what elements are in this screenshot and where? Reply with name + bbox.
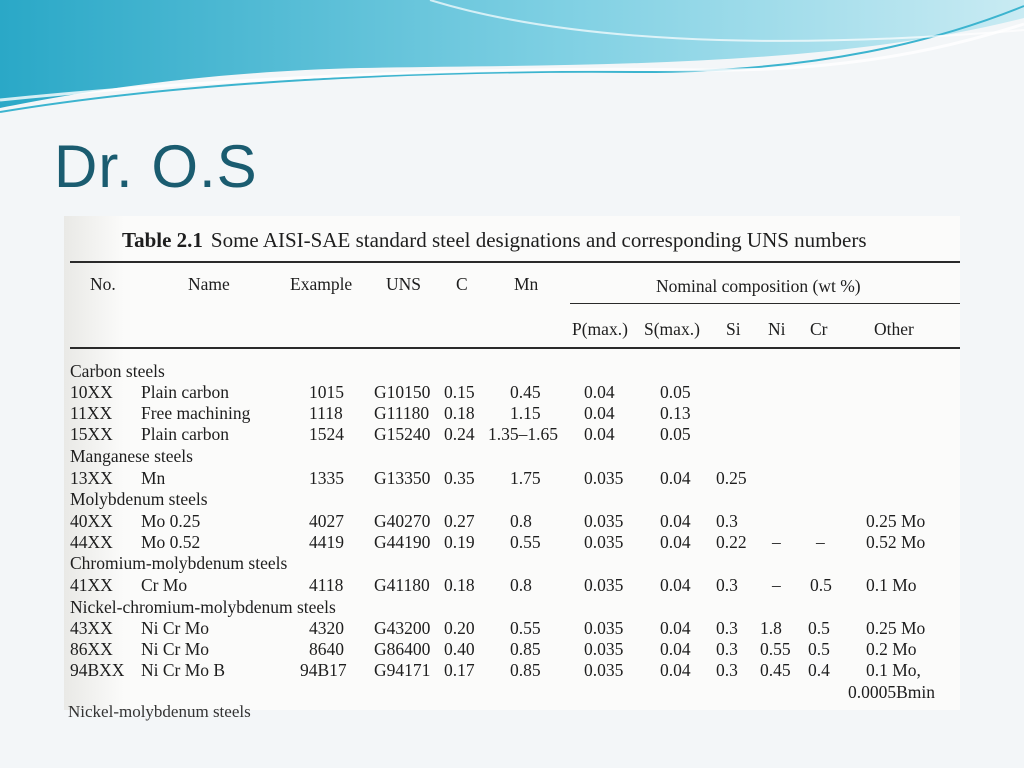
cell-s: 0.13	[660, 403, 691, 423]
cell-ni: 0.55	[760, 639, 791, 659]
header-cr: Cr	[810, 319, 828, 339]
table-row	[64, 618, 960, 639]
cell-p: 0.04	[584, 403, 615, 423]
cell-uns: G44190	[374, 532, 431, 552]
cell-other-line2: 0.0005Bmin	[848, 682, 936, 702]
cell-name: Ni Cr Mo	[141, 639, 210, 659]
cell-p: 0.035	[584, 660, 624, 680]
cell-other: 0.1 Mo	[866, 575, 917, 595]
cell-ni: 0.45	[760, 660, 791, 680]
nominal-composition-rule	[570, 303, 960, 304]
cell-s: 0.04	[660, 660, 691, 680]
cell-p: 0.04	[584, 382, 615, 402]
cell-si: 0.3	[716, 618, 738, 638]
cell-mn: 0.85	[510, 660, 541, 680]
cell-p: 0.035	[584, 532, 624, 552]
cell-example: 4419	[309, 532, 344, 552]
cell-name: Ni Cr Mo B	[141, 660, 226, 680]
cell-no: 15XX	[70, 424, 113, 444]
cell-si: 0.25	[716, 468, 747, 488]
cell-c: 0.18	[444, 575, 475, 595]
cell-example: 1335	[309, 468, 344, 488]
table-row	[64, 403, 960, 424]
cell-mn: 0.85	[510, 639, 541, 659]
cell-example: 94B17	[300, 660, 347, 680]
table-row	[64, 660, 960, 702]
cell-p: 0.035	[584, 575, 624, 595]
cell-example: 4118	[309, 575, 344, 595]
table-top-rule	[70, 261, 960, 263]
cell-c: 0.24	[444, 424, 475, 444]
cell-ni: 1.8	[760, 618, 782, 638]
cell-mn: 0.8	[510, 575, 532, 595]
table-row	[64, 532, 960, 553]
header-s-max: S(max.)	[644, 319, 700, 339]
cell-other: 0.1 Mo,	[866, 660, 921, 680]
cell-uns: G13350	[374, 468, 431, 488]
table-row	[64, 382, 960, 403]
cell-no: 44XX	[70, 532, 113, 552]
cell-c: 0.15	[444, 382, 475, 402]
cell-c: 0.35	[444, 468, 475, 488]
table-caption-text: Some AISI-SAE standard steel designations and corresponding UNS numbers	[210, 228, 867, 252]
cell-mn: 0.45	[510, 382, 541, 402]
cell-no: 13XX	[70, 468, 113, 488]
header-other: Other	[874, 319, 914, 339]
cell-c: 0.18	[444, 403, 475, 423]
header-example: Example	[290, 274, 353, 294]
cut-off-group-label: Nickel-molybdenum steels	[68, 702, 251, 721]
cell-example: 1118	[309, 403, 343, 423]
cell-uns: G94171	[374, 660, 431, 680]
scanned-table-image	[64, 216, 960, 721]
cell-s: 0.04	[660, 468, 691, 488]
table-row	[64, 575, 960, 596]
group-label: Carbon steels	[70, 361, 165, 381]
cell-uns: G10150	[374, 382, 431, 402]
cell-example: 1015	[309, 382, 344, 402]
cell-name: Plain carbon	[141, 424, 229, 444]
cell-uns: G15240	[374, 424, 431, 444]
cell-mn: 1.75	[510, 468, 541, 488]
cell-other: 0.52 Mo	[866, 532, 926, 552]
cell-mn: 1.35–1.65	[488, 424, 558, 444]
cell-name: Mn	[141, 468, 166, 488]
cell-s: 0.05	[660, 382, 691, 402]
cell-mn: 0.55	[510, 618, 541, 638]
cell-no: 86XX	[70, 639, 113, 659]
table-row	[64, 468, 960, 489]
header-no: No.	[90, 274, 116, 294]
cell-p: 0.035	[584, 511, 624, 531]
cell-c: 0.17	[444, 660, 475, 680]
cell-si: 0.3	[716, 660, 738, 680]
table-row	[64, 424, 960, 445]
cell-no: 11XX	[70, 403, 113, 423]
cell-no: 40XX	[70, 511, 113, 531]
cell-cr: 0.4	[808, 660, 830, 680]
cell-example: 4027	[309, 511, 344, 531]
cell-mn: 0.55	[510, 532, 541, 552]
header-bottom-rule	[70, 347, 960, 349]
cell-ni: –	[772, 575, 781, 595]
cell-c: 0.19	[444, 532, 475, 552]
group-label: Molybdenum steels	[70, 489, 208, 509]
cell-si: 0.3	[716, 639, 738, 659]
group-label: Manganese steels	[70, 446, 193, 466]
cell-other: 0.2 Mo	[866, 639, 917, 659]
cell-name: Cr Mo	[141, 575, 188, 595]
cell-no: 10XX	[70, 382, 113, 402]
cell-no: 41XX	[70, 575, 113, 595]
cell-name: Mo 0.52	[141, 532, 201, 552]
cell-no: 94BXX	[70, 660, 125, 680]
header-wave-decoration	[0, 0, 1024, 120]
table-caption-number: Table 2.1	[122, 228, 203, 252]
table-caption	[122, 228, 867, 253]
cell-c: 0.27	[444, 511, 475, 531]
cell-p: 0.035	[584, 468, 624, 488]
header-si: Si	[726, 319, 741, 339]
cell-uns: G41180	[374, 575, 430, 595]
cell-cr: 0.5	[808, 639, 830, 659]
group-label: Chromium-molybdenum steels	[70, 553, 288, 573]
cell-si: 0.3	[716, 511, 738, 531]
cell-s: 0.04	[660, 532, 691, 552]
header-nominal-composition: Nominal composition (wt %)	[656, 276, 861, 296]
cell-uns: G40270	[374, 511, 431, 531]
cell-example: 1524	[309, 424, 344, 444]
cell-cr: 0.5	[810, 575, 832, 595]
cell-c: 0.20	[444, 618, 475, 638]
header-ni: Ni	[768, 319, 786, 339]
cell-no: 43XX	[70, 618, 113, 638]
cell-uns: G11180	[374, 403, 430, 423]
header-uns: UNS	[386, 274, 422, 294]
cell-si: 0.3	[716, 575, 738, 595]
cell-cr: –	[816, 532, 825, 552]
cell-uns: G86400	[374, 639, 431, 659]
cell-c: 0.40	[444, 639, 475, 659]
cell-mn: 1.15	[510, 403, 541, 423]
cell-other: 0.25 Mo	[866, 618, 926, 638]
cell-s: 0.04	[660, 511, 691, 531]
cell-ni: –	[772, 532, 781, 552]
cell-si: 0.22	[716, 532, 747, 552]
cell-p: 0.035	[584, 639, 624, 659]
cell-mn: 0.8	[510, 511, 532, 531]
cell-s: 0.04	[660, 639, 691, 659]
header-mn: Mn	[514, 274, 539, 294]
cell-p: 0.04	[584, 424, 615, 444]
cell-name: Plain carbon	[141, 382, 229, 402]
cell-s: 0.05	[660, 424, 691, 444]
header-name: Name	[188, 274, 230, 294]
cell-example: 8640	[309, 639, 344, 659]
table-row	[64, 511, 960, 532]
header-c: C	[456, 274, 468, 294]
cell-name: Mo 0.25	[141, 511, 201, 531]
cell-cr: 0.5	[808, 618, 830, 638]
cell-p: 0.035	[584, 618, 624, 638]
cell-other: 0.25 Mo	[866, 511, 926, 531]
cell-uns: G43200	[374, 618, 431, 638]
header-p-max: P(max.)	[572, 319, 628, 339]
slide-title: Dr. O.S	[54, 133, 258, 200]
table-row	[64, 639, 960, 660]
cell-name: Free machining	[141, 403, 251, 423]
cell-name: Ni Cr Mo	[141, 618, 210, 638]
group-label: Nickel-chromium-molybdenum steels	[70, 597, 336, 617]
cell-s: 0.04	[660, 575, 691, 595]
cell-s: 0.04	[660, 618, 691, 638]
cell-example: 4320	[309, 618, 344, 638]
